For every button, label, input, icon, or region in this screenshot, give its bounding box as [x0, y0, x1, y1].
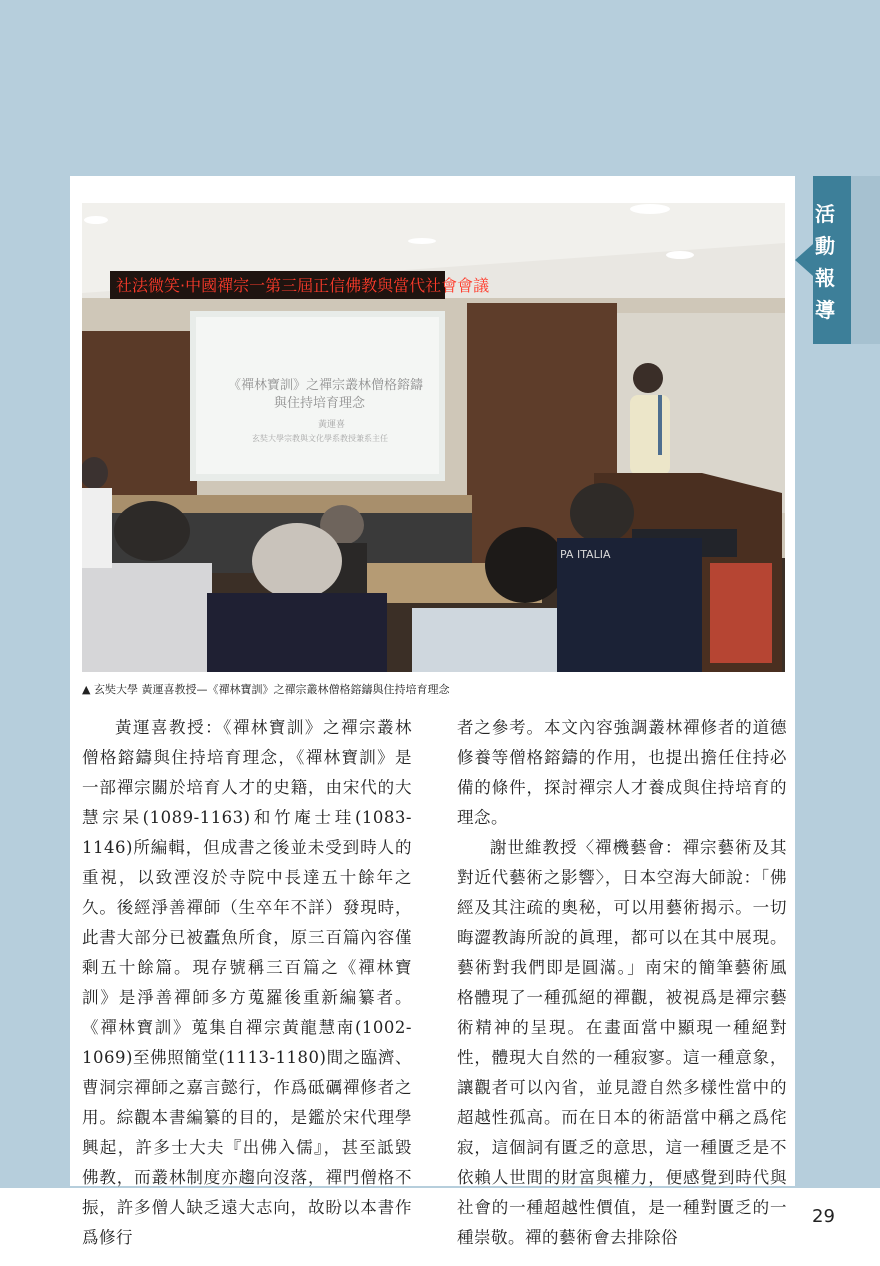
section-tab-label: 活動報導 — [815, 202, 835, 322]
slide-title-line2: 與住持培育理念 — [274, 396, 366, 411]
article-column-right — [457, 713, 787, 1253]
paragraph-xie: 謝世維教授〈禪機藝會：禪宗藝術及其對近代藝術之影響〉，日本空海大師說：「佛經及其注疏的奧秘，可以用藝術揭示。一切晦澀教誨所說的眞理，都可以在其中展現。藝術對我們即是圓滿。」南宋的簡筆藝術風格體現了一種孤絕的禪觀，被視爲是禪宗藝術精神的呈現。在畫面當中顯現一種絕對性，體現大自然的一種寂寥。這一種意象，讓觀者可以內省，並見證自然多樣性當中的超越性孤高。而在日本的術語當中稱之爲侘寂，這個詞有匱乏的意思，這一種匱乏是不依賴人世間的財富與權力，便感覺到時代與社會的一種超越性價值，是一種對匱乏的一種崇敬。禪的藝術會去排除俗 — [457, 838, 787, 1247]
slide-author: 黃運喜 — [318, 420, 346, 430]
page-number: 29 — [812, 1206, 835, 1227]
article-column-left — [82, 713, 412, 1253]
shirt-text: PA ITALIA — [560, 548, 611, 561]
conference-photo-illustration — [82, 203, 785, 672]
photo-caption: ▲ 玄奘大學 黃運喜教授—《禪林寶訓》之禪宗叢林僧格鎔鑄與住持培育理念 — [82, 683, 450, 696]
conference-photo — [82, 203, 785, 672]
slide-affiliation: 玄奘大學宗教與文化學系教授兼系主任 — [252, 434, 388, 443]
led-banner-text: 社法微笑·中國禪宗一第三屆正信佛教與當代社會會議 — [116, 276, 490, 295]
section-tab — [795, 176, 880, 344]
paragraph-huang-continued: 者之參考。本文內容強調叢林禪修者的道德修養等僧格鎔鑄的作用，也提出擔任住持必備的條件，探討禪宗人才養成與住持培育的理念。 — [457, 718, 787, 827]
slide-title-line1: 《禪林寶訓》之禪宗叢林僧格鎔鑄 — [228, 378, 424, 393]
paragraph-huang: 黃運喜教授：《禪林寶訓》之禪宗叢林僧格鎔鑄與住持培育理念，《禪林寶訓》是一部禪宗關於培育人才的史籍，由宋代的大慧宗杲(1089-1163)和竹庵士珪(1083-1146)所編輯，但成書之後並未受到時人的重視，以致湮沒於寺院中長達五十餘年之久。後經淨善禪師（生卒年不詳）發現時，此書大部分已被蠹魚所食，原三百篇內容僅剩五十餘篇。現存號稱三百篇之《禪林寶訓》是淨善禪師多方蒐羅後重新編纂者。《禪林寶訓》蒐集自禪宗黃龍慧南(1002-1069)至佛照簡堂(1113-1180)間之臨濟、曹洞宗禪師之嘉言懿行，作爲砥礪禪修者之用。綜觀本書編纂的目的，是鑑於宋代理學興起，許多士大夫『出佛入儒』，甚至詆毀佛教，而叢林制度亦趨向沒落，禪門僧格不振，許多僧人缺乏遠大志向，故盼以本書作爲修行 — [82, 718, 412, 1247]
